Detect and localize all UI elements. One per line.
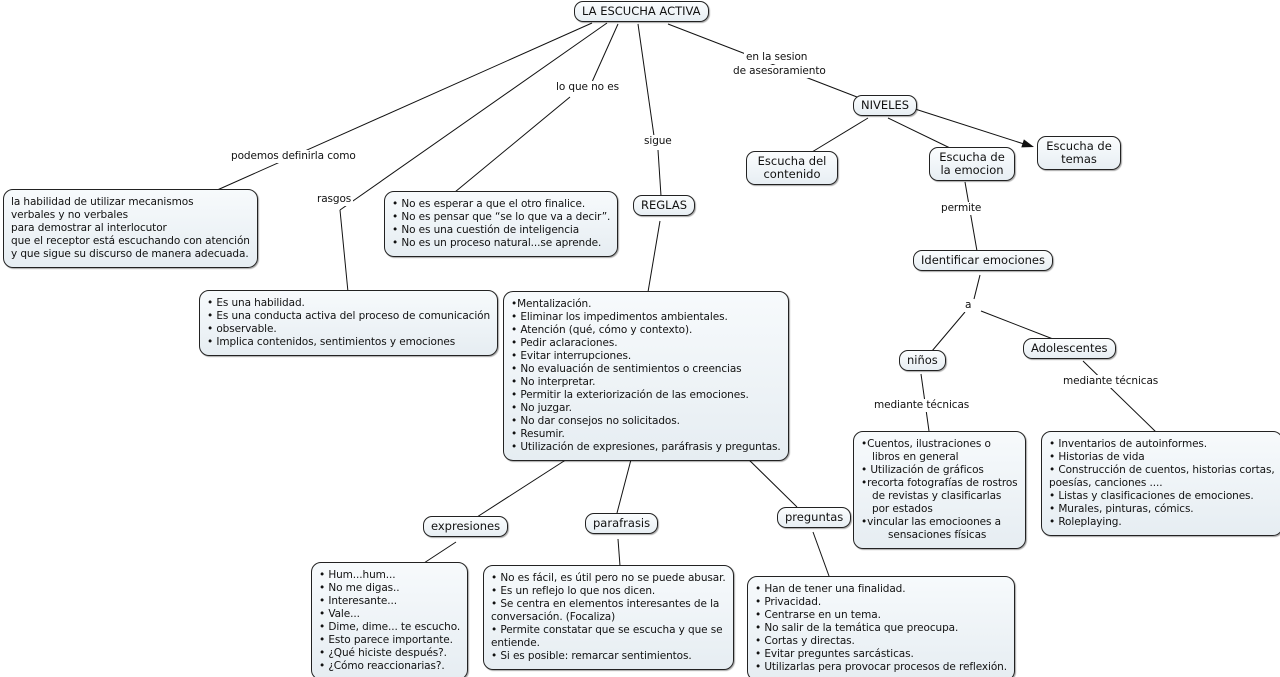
list-line: • Evitar preguntes sarcásticas. [755, 648, 914, 660]
list-line: • ¿Cómo reaccionarias?. [319, 660, 445, 672]
list-line: • observable. [207, 323, 277, 335]
connector-line [981, 311, 1053, 339]
list-line: • No evaluación de sentimientos o creencias [511, 363, 742, 375]
list-line: • Es una conducta activa del proceso de comunicación [207, 310, 491, 322]
list-line: • Centrarse en un tema. [755, 609, 881, 621]
connector-line [424, 542, 456, 563]
connector-line [638, 24, 654, 136]
list-line: • Pedir aclaraciones. [511, 337, 618, 349]
link-label-sigue[interactable]: sigue [644, 135, 672, 147]
node-la-escucha-activa[interactable]: LA ESCUCHA ACTIVA [574, 1, 709, 22]
connector-line [340, 210, 348, 292]
connector-line [618, 539, 620, 566]
arrowhead-icon [1021, 139, 1034, 147]
link-label-rasgos[interactable]: rasgos [317, 193, 352, 205]
list-line: • Privacidad. [755, 596, 822, 608]
node-identificar-emociones[interactable]: Identificar emociones [913, 250, 1053, 271]
list-line: y que sigue su discurso de manera adecuada. [11, 248, 249, 260]
connector-line [888, 118, 950, 148]
list-line: • Utilización de expresiones, paráfrasis y preguntas. [511, 441, 781, 453]
link-label-mediante-tecnicas-ninos[interactable]: mediante técnicas [874, 399, 970, 411]
node-escucha-del-contenido[interactable]: Escucha del contenido [746, 151, 838, 185]
list-line: • Inventarios de autoinformes. [1049, 438, 1208, 450]
list-line: • Resumir. [511, 428, 565, 440]
list-line: libros en general [872, 451, 959, 463]
connector-line [658, 150, 661, 196]
list-line: conversación. (Focaliza) [491, 611, 616, 623]
list-line: •vincular las emocioones a [861, 516, 1001, 528]
box-rasgos[interactable] [199, 290, 498, 356]
list-line: verbales y no verbales [11, 209, 128, 221]
connector-line [813, 532, 829, 576]
list-line: • No es un proceso natural...se aprende. [392, 237, 602, 249]
box-parafrasis-detalle[interactable] [483, 565, 734, 670]
link-label-lo-que-no-es[interactable]: lo que no es [556, 81, 619, 93]
box-tecnicas-adolescentes[interactable] [1041, 431, 1280, 536]
list-line: • No salir de la temática que preocupa. [755, 622, 959, 634]
node-expresiones[interactable]: expresiones [423, 516, 508, 537]
connector-line [1083, 361, 1156, 432]
box-reglas-detalle[interactable] [503, 291, 789, 461]
node-reglas[interactable]: REGLAS [633, 195, 695, 216]
list-line: • Vale... [319, 608, 360, 620]
list-line: • Si es posible: remarcar sentimientos. [491, 650, 692, 662]
connector-line [340, 23, 607, 210]
list-line: • Construcción de cuentos, historias cortas, [1049, 464, 1275, 476]
list-line: • No me digas.. [319, 582, 400, 594]
list-line: que el receptor está escuchando con atención [11, 235, 250, 247]
link-label-a[interactable]: a [965, 299, 972, 311]
list-line: • No es pensar que “se lo que va a decir”. [392, 211, 611, 223]
list-line: • Utilizarlas pera provocar procesos de reflexión. [755, 661, 1007, 673]
list-line: por estados [872, 503, 933, 515]
connector-line [477, 452, 578, 517]
list-line: • Eliminar los impedimentos ambientales. [511, 311, 728, 323]
box-expresiones-detalle[interactable] [311, 562, 468, 677]
list-line: entiende. [491, 637, 540, 649]
link-label-de-asesoramiento[interactable]: de asesoramiento [733, 65, 826, 77]
list-line: • No es esperar a que el otro finalice. [392, 198, 586, 210]
list-line: la habilidad de utilizar mecanismos [11, 196, 194, 208]
list-line: para demostrar al interlocutor [11, 222, 167, 234]
link-label-podemos-definirla-como[interactable]: podemos definirla como [231, 150, 356, 162]
list-line: • Es una habilidad. [207, 297, 305, 309]
node-preguntas[interactable]: preguntas [777, 507, 851, 528]
connector-line [974, 275, 980, 299]
box-preguntas-detalle[interactable] [747, 576, 1015, 677]
list-line: • Han de tener una finalidad. [755, 583, 906, 595]
list-line: • Esto parece importante. [319, 634, 453, 646]
list-line: • Roleplaying. [1049, 516, 1122, 528]
connector-line [592, 24, 618, 82]
list-line: • Permite constatar que se escucha y que se [491, 624, 723, 636]
list-line: • Historias de vida [1049, 451, 1145, 463]
list-line: • Implica contenidos, sentimientos y emociones [207, 336, 456, 348]
list-line: •Mentalización. [511, 298, 592, 310]
node-niveles[interactable]: NIVELES [853, 95, 917, 116]
list-line: • Listas y clasificaciones de emociones. [1049, 490, 1254, 502]
node-parafrasis[interactable]: parafrasis [585, 513, 658, 534]
list-line: • No juzgar. [511, 402, 572, 414]
list-line: • ¿Qué hiciste después?. [319, 647, 447, 659]
node-adolescentes[interactable]: Adolescentes [1023, 338, 1116, 359]
list-line: • Es un reflejo lo que nos dicen. [491, 585, 656, 597]
list-line: • Atención (qué, cómo y contexto). [511, 324, 693, 336]
list-line: • No dar consejos no solicitados. [511, 415, 680, 427]
list-line: sensaciones físicas [888, 529, 987, 541]
box-tecnicas-ninos[interactable] [853, 431, 1026, 549]
node-ninos[interactable]: niños [899, 350, 946, 371]
list-line: • No interpretar. [511, 376, 596, 388]
box-lo-que-no-es[interactable] [384, 191, 618, 257]
list-line: •recorta fotografías de rostros [861, 477, 1018, 489]
list-line: • Hum...hum... [319, 569, 396, 581]
list-line: • Murales, pinturas, cómics. [1049, 503, 1194, 515]
list-line: • No es una cuestión de inteligencia [392, 224, 580, 236]
connector-line [617, 452, 633, 513]
list-line: • No es fácil, es útil pero no se puede abusar. [491, 572, 726, 584]
list-line: poesías, canciones .... [1049, 477, 1163, 489]
connector-line [965, 182, 977, 251]
list-line: • Dime, dime... te escucho. [319, 621, 461, 633]
list-line: • Interesante... [319, 595, 397, 607]
connector-line [742, 453, 797, 507]
connector-line [648, 221, 660, 292]
list-line: • Evitar interrupciones. [511, 350, 632, 362]
list-line: de revistas y clasificarlas [872, 490, 1002, 502]
link-label-permite[interactable]: permite [941, 202, 982, 214]
connector-line [812, 118, 868, 152]
list-line: • Permitir la exteriorización de las emociones. [511, 389, 749, 401]
node-escucha-de-temas[interactable]: Escucha de temas [1037, 136, 1121, 170]
node-escucha-de-la-emocion[interactable]: Escucha de la emocion [929, 147, 1015, 181]
connector-line [932, 312, 965, 351]
link-label-mediante-tecnicas-adolescentes[interactable]: mediante técnicas [1063, 375, 1159, 387]
list-line: • Se centra en elementos interesantes de la [491, 598, 720, 610]
box-definicion[interactable] [3, 189, 258, 268]
link-label-en-la-sesion[interactable]: en la sesion [746, 51, 808, 63]
list-line: • Cortas y directas. [755, 635, 855, 647]
list-line: •Cuentos, ilustraciones o [861, 438, 991, 450]
connector-line [455, 97, 570, 192]
list-line: • Utilización de gráficos [861, 464, 984, 476]
